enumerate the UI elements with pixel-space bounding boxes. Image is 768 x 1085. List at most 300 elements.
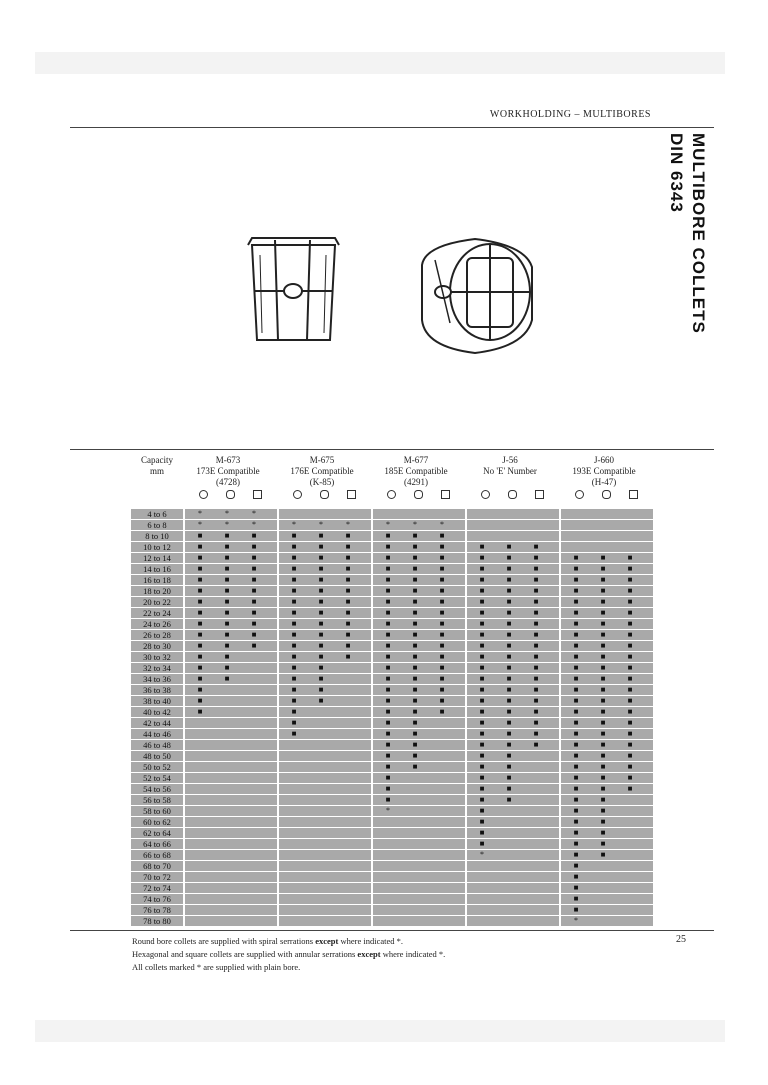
- available-mark: ■: [600, 806, 606, 815]
- available-mark: ■: [600, 729, 606, 738]
- available-mark: ■: [412, 740, 418, 749]
- capacity-cell: 32 to 34: [131, 663, 183, 673]
- footnote-1: [132, 935, 632, 948]
- available-mark: ■: [197, 674, 203, 683]
- available-mark: ■: [412, 564, 418, 573]
- availability-cell-j56: [467, 861, 559, 871]
- table-header: [128, 455, 658, 507]
- round-bore-icon: [199, 490, 208, 499]
- available-mark: ■: [345, 597, 351, 606]
- available-mark: ■: [385, 751, 391, 760]
- available-mark: ■: [197, 685, 203, 694]
- available-mark: ■: [224, 674, 230, 683]
- available-mark: ■: [573, 795, 579, 804]
- available-mark: ■: [439, 564, 445, 573]
- availability-cell-j56: [467, 619, 559, 629]
- available-mark: ■: [251, 597, 257, 606]
- availability-cell-j56: [467, 542, 559, 552]
- availability-cell-m677: [373, 773, 465, 783]
- availability-cell-m675: [279, 619, 371, 629]
- available-mark: ■: [627, 685, 633, 694]
- availability-cell-m677: [373, 674, 465, 684]
- collet-drawing: [240, 225, 540, 360]
- available-mark: ■: [627, 608, 633, 617]
- available-mark: ■: [479, 641, 485, 650]
- available-mark: ■: [533, 740, 539, 749]
- available-mark: ■: [439, 553, 445, 562]
- capacity-cell: 60 to 62: [131, 817, 183, 827]
- availability-cell-m675: [279, 784, 371, 794]
- available-mark: ■: [385, 795, 391, 804]
- available-mark: ■: [533, 685, 539, 694]
- availability-cell-m675: [279, 894, 371, 904]
- available-mark: ■: [506, 784, 512, 793]
- capacity-cell: 70 to 72: [131, 872, 183, 882]
- availability-cell-j56: [467, 641, 559, 651]
- available-mark: ■: [479, 839, 485, 848]
- available-mark: ■: [251, 608, 257, 617]
- capacity-cell: 12 to 14: [131, 553, 183, 563]
- available-mark: ■: [506, 575, 512, 584]
- available-mark: ■: [573, 553, 579, 562]
- availability-cell-j56: [467, 828, 559, 838]
- availability-cell-m673: [185, 905, 277, 915]
- available-mark: ■: [533, 619, 539, 628]
- available-mark: ■: [533, 630, 539, 639]
- available-mark: ■: [197, 707, 203, 716]
- available-mark: ■: [439, 531, 445, 540]
- available-mark: ■: [479, 597, 485, 606]
- availability-cell-j56: [467, 586, 559, 596]
- availability-cell-m677: [373, 806, 465, 816]
- available-mark: ■: [573, 762, 579, 771]
- available-mark: ■: [627, 773, 633, 782]
- available-mark: ■: [573, 751, 579, 760]
- availability-cell-m675: [279, 531, 371, 541]
- plain-bore-mark: *: [386, 520, 390, 529]
- available-mark: ■: [439, 652, 445, 661]
- available-mark: ■: [345, 586, 351, 595]
- availability-cell-m673: [185, 630, 277, 640]
- plain-bore-mark: *: [225, 509, 229, 518]
- availability-cell-m677: [373, 509, 465, 519]
- group-code: J-56: [502, 455, 518, 465]
- available-mark: ■: [573, 828, 579, 837]
- table-row: [131, 586, 653, 596]
- availability-cell-m673: [185, 817, 277, 827]
- available-mark: ■: [479, 773, 485, 782]
- availability-cell-j660: [561, 707, 653, 717]
- availability-cell-j660: [561, 597, 653, 607]
- capacity-cell: 44 to 46: [131, 729, 183, 739]
- capacity-cell: 18 to 20: [131, 586, 183, 596]
- available-mark: ■: [251, 553, 257, 562]
- plain-bore-mark: *: [480, 850, 484, 859]
- available-mark: ■: [318, 685, 324, 694]
- scan-shading-top: [35, 52, 725, 74]
- available-mark: ■: [600, 718, 606, 727]
- available-mark: ■: [479, 564, 485, 573]
- table-row: [131, 795, 653, 805]
- table-row: [131, 685, 653, 695]
- group-header-m673: [181, 455, 275, 488]
- available-mark: ■: [573, 685, 579, 694]
- availability-cell-m675: [279, 806, 371, 816]
- table-row: [131, 872, 653, 882]
- capacity-cell: 40 to 42: [131, 707, 183, 717]
- capacity-cell: 50 to 52: [131, 762, 183, 772]
- scan-shading-bottom: [35, 1020, 725, 1042]
- available-mark: ■: [506, 619, 512, 628]
- capacity-cell: 34 to 36: [131, 674, 183, 684]
- availability-cell-j56: [467, 564, 559, 574]
- availability-cell-m677: [373, 531, 465, 541]
- available-mark: ■: [479, 707, 485, 716]
- available-mark: ■: [573, 707, 579, 716]
- available-mark: ■: [197, 652, 203, 661]
- available-mark: ■: [412, 707, 418, 716]
- available-mark: ■: [627, 718, 633, 727]
- available-mark: ■: [600, 575, 606, 584]
- availability-cell-m673: [185, 861, 277, 871]
- availability-cell-j660: [561, 905, 653, 915]
- available-mark: ■: [318, 641, 324, 650]
- available-mark: ■: [385, 685, 391, 694]
- available-mark: ■: [291, 685, 297, 694]
- available-mark: ■: [224, 597, 230, 606]
- capacity-cell: 30 to 32: [131, 652, 183, 662]
- available-mark: ■: [506, 751, 512, 760]
- available-mark: ■: [600, 740, 606, 749]
- table-row: [131, 553, 653, 563]
- available-mark: ■: [627, 630, 633, 639]
- table-row: [131, 619, 653, 629]
- available-mark: ■: [385, 564, 391, 573]
- footnote-text: Hexagonal and square collets are supplied with annular serrations: [132, 949, 358, 959]
- available-mark: ■: [318, 586, 324, 595]
- table-row: [131, 762, 653, 772]
- availability-cell-j56: [467, 630, 559, 640]
- available-mark: ■: [291, 586, 297, 595]
- available-mark: ■: [345, 630, 351, 639]
- available-mark: ■: [197, 630, 203, 639]
- availability-cell-m677: [373, 685, 465, 695]
- availability-cell-m677: [373, 553, 465, 563]
- availability-cell-m673: [185, 784, 277, 794]
- table-row: [131, 608, 653, 618]
- table-row: [131, 542, 653, 552]
- available-mark: ■: [412, 553, 418, 562]
- available-mark: ■: [224, 542, 230, 551]
- hex-bore-icon: [508, 490, 517, 499]
- plain-bore-mark: *: [319, 520, 323, 529]
- availability-cell-j660: [561, 718, 653, 728]
- group-compat: 193E Compatible: [572, 466, 636, 476]
- available-mark: ■: [506, 707, 512, 716]
- available-mark: ■: [385, 762, 391, 771]
- available-mark: ■: [573, 729, 579, 738]
- capacity-cell: 72 to 74: [131, 883, 183, 893]
- capacity-cell: 20 to 22: [131, 597, 183, 607]
- available-mark: ■: [533, 718, 539, 727]
- availability-cell-m677: [373, 707, 465, 717]
- availability-cell-m677: [373, 740, 465, 750]
- plain-bore-mark: *: [346, 520, 350, 529]
- availability-cell-j56: [467, 773, 559, 783]
- availability-cell-m673: [185, 663, 277, 673]
- availability-cell-j660: [561, 817, 653, 827]
- availability-cell-m673: [185, 575, 277, 585]
- available-mark: ■: [600, 751, 606, 760]
- available-mark: ■: [251, 575, 257, 584]
- available-mark: ■: [439, 575, 445, 584]
- availability-cell-j660: [561, 828, 653, 838]
- availability-cell-m677: [373, 663, 465, 673]
- available-mark: ■: [573, 608, 579, 617]
- available-mark: ■: [412, 586, 418, 595]
- capacity-cell: 46 to 48: [131, 740, 183, 750]
- available-mark: ■: [224, 630, 230, 639]
- availability-cell-m673: [185, 509, 277, 519]
- table-row: [131, 883, 653, 893]
- available-mark: ■: [627, 674, 633, 683]
- available-mark: ■: [291, 707, 297, 716]
- hex-bore-icon: [320, 490, 329, 499]
- capacity-cell: 26 to 28: [131, 630, 183, 640]
- available-mark: ■: [533, 586, 539, 595]
- available-mark: ■: [479, 729, 485, 738]
- group-code: J-660: [594, 455, 614, 465]
- availability-cell-m673: [185, 641, 277, 651]
- available-mark: ■: [573, 575, 579, 584]
- available-mark: ■: [506, 553, 512, 562]
- availability-cell-j56: [467, 740, 559, 750]
- available-mark: ■: [439, 641, 445, 650]
- availability-cell-j56: [467, 685, 559, 695]
- available-mark: ■: [412, 619, 418, 628]
- capacity-cell: 36 to 38: [131, 685, 183, 695]
- available-mark: ■: [479, 652, 485, 661]
- available-mark: ■: [573, 839, 579, 848]
- availability-cell-j56: [467, 784, 559, 794]
- available-mark: ■: [533, 553, 539, 562]
- availability-cell-m673: [185, 883, 277, 893]
- available-mark: ■: [224, 663, 230, 672]
- available-mark: ■: [197, 663, 203, 672]
- available-mark: ■: [439, 707, 445, 716]
- available-mark: ■: [573, 894, 579, 903]
- available-mark: ■: [412, 729, 418, 738]
- available-mark: ■: [600, 619, 606, 628]
- available-mark: ■: [506, 663, 512, 672]
- available-mark: ■: [506, 586, 512, 595]
- table-row: [131, 861, 653, 871]
- availability-cell-m673: [185, 806, 277, 816]
- table-row: [131, 729, 653, 739]
- available-mark: ■: [412, 718, 418, 727]
- plain-bore-mark: *: [252, 520, 256, 529]
- capacity-cell: 58 to 60: [131, 806, 183, 816]
- available-mark: ■: [573, 663, 579, 672]
- available-mark: ■: [439, 608, 445, 617]
- available-mark: ■: [506, 729, 512, 738]
- available-mark: ■: [224, 553, 230, 562]
- availability-cell-m675: [279, 773, 371, 783]
- availability-cell-m675: [279, 718, 371, 728]
- available-mark: ■: [573, 718, 579, 727]
- capacity-cell: 54 to 56: [131, 784, 183, 794]
- available-mark: ■: [627, 597, 633, 606]
- available-mark: ■: [385, 696, 391, 705]
- availability-cell-j56: [467, 916, 559, 926]
- available-mark: ■: [318, 564, 324, 573]
- available-mark: ■: [197, 531, 203, 540]
- available-mark: ■: [412, 641, 418, 650]
- availability-cell-m677: [373, 784, 465, 794]
- availability-cell-m673: [185, 828, 277, 838]
- availability-cell-j56: [467, 850, 559, 860]
- available-mark: ■: [385, 663, 391, 672]
- availability-cell-m675: [279, 850, 371, 860]
- capacity-cell: 64 to 66: [131, 839, 183, 849]
- availability-cell-j660: [561, 564, 653, 574]
- available-mark: ■: [345, 619, 351, 628]
- group-code: M-675: [309, 455, 335, 465]
- shape-icons-j660: [575, 490, 669, 502]
- availability-cell-j660: [561, 641, 653, 651]
- availability-cell-j660: [561, 652, 653, 662]
- capacity-cell: 48 to 50: [131, 751, 183, 761]
- available-mark: ■: [627, 586, 633, 595]
- available-mark: ■: [385, 707, 391, 716]
- availability-cell-m677: [373, 729, 465, 739]
- available-mark: ■: [412, 674, 418, 683]
- availability-cell-m673: [185, 762, 277, 772]
- available-mark: ■: [385, 575, 391, 584]
- available-mark: ■: [573, 850, 579, 859]
- available-mark: ■: [627, 751, 633, 760]
- capacity-cell: 14 to 16: [131, 564, 183, 574]
- available-mark: ■: [573, 586, 579, 595]
- table-row: [131, 916, 653, 926]
- available-mark: ■: [600, 795, 606, 804]
- available-mark: ■: [573, 883, 579, 892]
- availability-cell-m673: [185, 696, 277, 706]
- available-mark: ■: [385, 718, 391, 727]
- availability-cell-j660: [561, 685, 653, 695]
- availability-cell-m677: [373, 861, 465, 871]
- vertical-title-line1: MULTIBORE COLLETS: [689, 133, 708, 334]
- availability-cell-m677: [373, 608, 465, 618]
- capacity-cell: 68 to 70: [131, 861, 183, 871]
- availability-cell-j56: [467, 905, 559, 915]
- available-mark: ■: [600, 652, 606, 661]
- available-mark: ■: [439, 663, 445, 672]
- available-mark: ■: [600, 553, 606, 562]
- group-compat: 185E Compatible: [384, 466, 448, 476]
- availability-cell-j660: [561, 575, 653, 585]
- square-bore-icon: [535, 490, 544, 499]
- available-mark: ■: [479, 828, 485, 837]
- available-mark: ■: [506, 652, 512, 661]
- availability-cell-m677: [373, 520, 465, 530]
- shape-icons-m675: [293, 490, 387, 502]
- available-mark: ■: [291, 553, 297, 562]
- table-row: [131, 740, 653, 750]
- available-mark: ■: [479, 542, 485, 551]
- capacity-cell: 66 to 68: [131, 850, 183, 860]
- availability-cell-m673: [185, 872, 277, 882]
- availability-cell-j56: [467, 762, 559, 772]
- available-mark: ■: [479, 685, 485, 694]
- table-row: [131, 817, 653, 827]
- availability-cell-j56: [467, 839, 559, 849]
- table-row: [131, 850, 653, 860]
- availability-cell-m673: [185, 916, 277, 926]
- available-mark: ■: [479, 795, 485, 804]
- available-mark: ■: [533, 729, 539, 738]
- availability-cell-m677: [373, 872, 465, 882]
- availability-cell-j660: [561, 608, 653, 618]
- availability-cell-j660: [561, 850, 653, 860]
- available-mark: ■: [600, 685, 606, 694]
- availability-cell-m675: [279, 663, 371, 673]
- availability-cell-j660: [561, 740, 653, 750]
- availability-cell-j660: [561, 586, 653, 596]
- available-mark: ■: [291, 696, 297, 705]
- group-compat: 176E Compatible: [290, 466, 354, 476]
- hex-bore-icon: [226, 490, 235, 499]
- availability-cell-j660: [561, 762, 653, 772]
- available-mark: ■: [479, 586, 485, 595]
- available-mark: ■: [439, 586, 445, 595]
- plain-bore-mark: *: [386, 806, 390, 815]
- available-mark: ■: [533, 542, 539, 551]
- availability-cell-j56: [467, 872, 559, 882]
- availability-cell-j660: [561, 784, 653, 794]
- availability-cell-j56: [467, 597, 559, 607]
- availability-cell-m675: [279, 916, 371, 926]
- available-mark: ■: [600, 773, 606, 782]
- availability-cell-m673: [185, 773, 277, 783]
- available-mark: ■: [600, 762, 606, 771]
- group-ref: (4728): [216, 477, 240, 487]
- available-mark: ■: [479, 806, 485, 815]
- availability-cell-j56: [467, 520, 559, 530]
- plain-bore-mark: *: [198, 509, 202, 518]
- available-mark: ■: [573, 806, 579, 815]
- group-header-m675: [275, 455, 369, 488]
- group-code: M-677: [403, 455, 429, 465]
- available-mark: ■: [318, 663, 324, 672]
- table-row: [131, 839, 653, 849]
- available-mark: ■: [533, 597, 539, 606]
- available-mark: ■: [412, 762, 418, 771]
- available-mark: ■: [479, 619, 485, 628]
- shape-icons-m677: [387, 490, 481, 502]
- available-mark: ■: [627, 619, 633, 628]
- available-mark: ■: [573, 597, 579, 606]
- available-mark: ■: [479, 608, 485, 617]
- available-mark: ■: [385, 619, 391, 628]
- availability-cell-j56: [467, 575, 559, 585]
- availability-cell-m677: [373, 905, 465, 915]
- footnote-2: [132, 948, 632, 961]
- footnote-text: where indicated *.: [380, 949, 446, 959]
- section-rule: [70, 449, 714, 450]
- available-mark: ■: [533, 641, 539, 650]
- availability-cell-m675: [279, 872, 371, 882]
